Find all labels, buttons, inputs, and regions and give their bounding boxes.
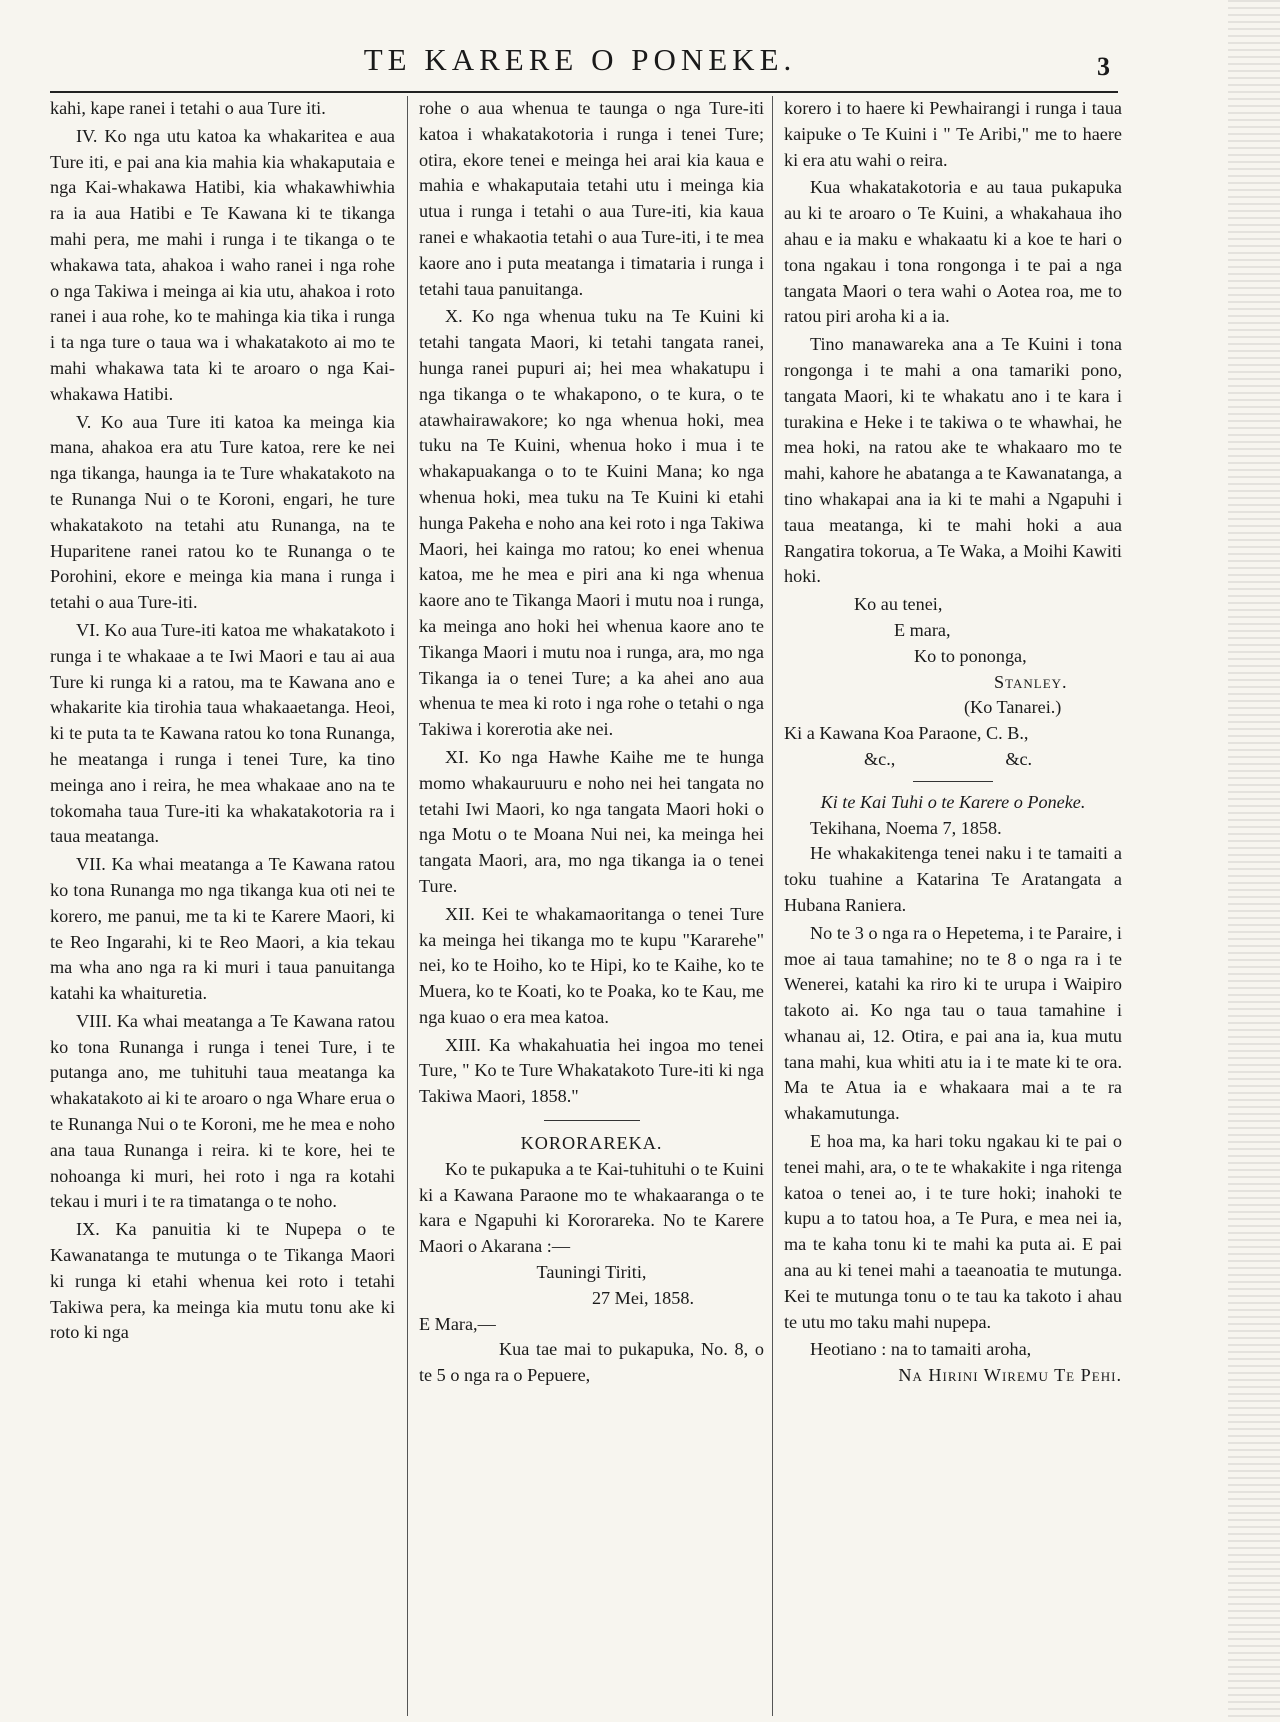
paragraph: XI. Ko nga Hawhe Kaihe me te hunga momo whakauruuru e noho nei hei tangata no tetahi Iwi Maori, ko nga tangata Maori hoki o nga Motu o te Moana Nui nei, ka meinga hei tangata Maori, ara, mo nga tikanga ia o tenei Ture. (419, 746, 764, 896)
signoff-name: Stanley. (994, 671, 1068, 692)
paragraph: V. Ko aua Ture iti katoa ka meinga kia mana, ahakoa era atu Ture katoa, rere ke nei nga tikanga, haunga ia te Ture whakatakoto na te Runanga Nui o te Koroni, engari, he ture whakatakoto na tetahi atu Runanga, na te Huparitene ranei ratou ko te Runanga o te Porohini, ekore e meinga kia mana i runga i tetahi o aua Ture-iti. (50, 411, 395, 613)
signoff-addressee: Ki a Kawana Koa Paraone, C. B., (784, 723, 1029, 744)
letter-salutation: E Mara,— (419, 1313, 496, 1334)
page-number: 3 (1097, 52, 1110, 81)
signoff-etc (784, 747, 1122, 773)
letter-heading: KORORAREKA. (520, 1133, 663, 1154)
paragraph: Kua whakatakotoria e au taua pukapuka au ki te aroaro o Te Kuini, a whakahaua iho ahau e ia maku e whakaatu ki a koe te hari o tona ngakau i tona rongonga i te pai a nga tangata Maori o tera wahi o Aotea roa, me to ratou piri aroha ki a ia. (784, 177, 1122, 327)
letter-date: Tekihana, Noema 7, 1858. (810, 817, 1002, 838)
column-3 (784, 96, 1122, 1389)
paragraph: IV. Ko nga utu katoa ka whakaritea e aua Ture iti, e pai ana kia mahia kia whakaputaia e nga Kai-whakawa Hatibi, kia whakawhiwhia ra ia aua Hatibi e Te Kawana ki te tikanga mahi pera, me mahi i runga i te tikanga o te whakawa tata, ahakoa i waho ranei i nga rohe o nga Takiwa i meinga ai kia utu, ahakoa i roto ranei i aua rohe, ko te mahinga kia tika i runga i ta nga ture o taua wa i whakatakoto ai mo te mahi whakawa tata ki te aroaro o nga Kai-whakawa Hatibi. (50, 125, 395, 404)
paragraph: He whakakitenga tenei naku i te tamaiti a toku tuahine a Katarina Te Aratangata a Hubana Raniera. (784, 843, 1122, 915)
signoff-line: Ko to pononga, (914, 645, 1027, 666)
signoff-line: E mara, (894, 619, 951, 640)
column-1 (50, 96, 395, 1348)
letter-heading: Ki te Kai Tuhi o te Karere o Poneke. (820, 791, 1086, 812)
letter-place: Tauningi Tiriti, (536, 1262, 647, 1283)
paragraph: kahi, kape ranei i tetahi o aua Ture iti. (50, 98, 326, 118)
masthead-title: TE KARERE O PONEKE. (363, 42, 797, 77)
letter-date: 27 Mei, 1858. (591, 1287, 694, 1308)
section-separator (544, 1120, 640, 1121)
letter-intro: Ko te pukapuka a te Kai-tuhituhi o te Kuini ki a Kawana Paraone mo te whakaaranga o te kara e Ngapuhi ki Kororareka. No te Karere Maori o Akarana :— (419, 1158, 764, 1257)
letter-signature: Na Hirini Wiremu Te Pehi. (898, 1365, 1122, 1386)
signoff-alias: (Ko Tanarei.) (964, 697, 1062, 718)
masthead-rule (50, 91, 1118, 93)
paragraph: XIII. Ka whakahuatia hei ingoa mo tenei Ture, " Ko te Ture Whakatakoto Ture-iti ki nga Takiwa Maori, 1858." (419, 1034, 764, 1107)
etc-2: &c. (1005, 748, 1033, 769)
letter-body: Kua tae mai to pukapuka, No. 8, o te 5 o nga ra o Pepuere, (419, 1339, 764, 1386)
paragraph: Tino manawareka ana a Te Kuini i tona rongonga i te mahi a ona tamariki pono, tangata Maori, ki te whakatu ano i te kara i turakina e Heke i te takiwa o te whawhai, he mea hoki, na ratou ake te whakaaro mo te mahi, kahore he abatanga a te Kawanatanga, a tino whakapai ana ia ki te mahi a Ngapuhi i taua meatanga, ki te mahi hoki a aua Rangatira tokorua, a Te Waka, a Moihi Kawiti hoki. (784, 334, 1122, 587)
paragraph: VI. Ko aua Ture-iti katoa me whakatakoto i runga i te whakaae a te Iwi Maori e tau ai aua Ture ki runga ki a ratou, ma te Kawana ano e whakarite kia tirohia taua whakaaetanga. Heoi, ki te puta ta te Kawana ratou ko tona Runanga, he meatanga i runga i tenei Ture, ka tino meinga ano i reira, he mea whakaae ano na te tokomaha taua Ture-iti ka whakatakotoria ra i taua meatanga. (50, 619, 395, 847)
paragraph: IX. Ka panuitia ki te Nupepa o te Kawanatanga te mutunga o te Tikanga Maori ki runga ki etahi whenua kei roto i tetahi Takiwa pera, ka meinga kia mutu tonu ake ki roto ki nga (50, 1219, 395, 1343)
column-divider (407, 96, 408, 1716)
column-2 (419, 96, 764, 1389)
section-separator (913, 781, 993, 782)
column-divider (772, 96, 773, 1716)
page-edge (1228, 0, 1280, 1722)
paragraph: E hoa ma, ka hari toku ngakau ki te pai o tenei mahi, ara, o te te whakakite i nga ritenga katoa o tenei ao, i te ture hoki; inahoki te kupu a to tatou hoa, a Te Pura, e mea nei ia, ma te kaha tonu ki te mahi ka puta ai. E pai ana au ki tenei mahi a taeanoatia te mutunga. Kei te mutunga tonu o te tau ka takoto i ahau te utu mo taku mahi nupepa. (784, 1131, 1122, 1332)
paragraph: VIII. Ka whai meatanga a Te Kawana ratou ko tona Runanga i runga i tenei Ture, i te putanga ano, me tuhituhi taua meatanga ka whakatakoto ai ki te aroaro o nga Whare erua o te Runanga Nui o te Koroni, me he mea e noho ana taua Runanga i reira. ki te kore, hei te nohoanga ki muri, hei roto i nga ra kotahi tekau i muri i te ra timatanga o te noho. (50, 1010, 395, 1212)
etc-1: &c., (864, 748, 896, 769)
paragraph: korero i to haere ki Pewhairangi i runga i taua kaipuke o Te Kuini i " Te Aribi," me to haere ki era atu wahi o reira. (784, 98, 1122, 170)
letter-closing: Heotiano : na to tamaiti aroha, (810, 1339, 1032, 1360)
paragraph: rohe o aua whenua te taunga o nga Ture-iti katoa i whakatakotoria i runga i tenei Ture; otira, ekore tenei e meinga hei arai kia kaua e mahia e whakaputaia tetahi utu i meinga kia utua i runga i tetahi o aua Ture-iti, kia kaua ranei e whakaotia tetahi o aua Ture-iti, i te mea kaore ano i puta meatanga i timataria i runga i tetahi taua panuitanga. (419, 98, 764, 299)
paragraph: XII. Kei te whakamaoritanga o tenei Ture ka meinga hei tikanga mo te kupu "Kararehe" nei, ko te Hoiho, ko te Hipi, ko te Kaihe, ko te Muera, ko te Koati, ko te Poaka, ko te Kau, me nga kuao o era mea katoa. (419, 903, 764, 1027)
paragraph: X. Ko nga whenua tuku na Te Kuini ki tetahi tangata Maori, ki tetahi tangata ranei, hunga ranei pupuri ai; hei mea whakatupu i nga tikanga o te whakapono, o te kura, o te atawhairawakore; ko nga whenua hoki, mea tuku na Te Kuini, whenua hoko i mua i te whakapuakanga o to te Kuini Mana; ko nga whenua hoki, mea tuku na Te Kuini ki etahi hunga Pakeha e noho ana kei roto i nga Takiwa Maori, hei kainga mo ratou; ko enei whenua katoa, me he mea e piri ana ki nga whenua kaore ano te Tikanga Maori i mutu noa i runga, ka meinga ano hoki hei whenua kaore ano te Tikanga Maori i mutu noa i runga, ara, mo nga Tikanga ia o tenei Ture; a ka ahei ano aua whenua te mea ki roto i nga rohe o tetahi o nga Takiwa i korerotia ake nei. (419, 306, 764, 740)
paragraph: VII. Ka whai meatanga a Te Kawana ratou ko tona Runanga mo nga tikanga kua oti nei te korero, me panui, me ta ki te Karere Maori, ki te Reo Ingarahi, ki te Reo Maori, a kia tekau ma wha ano nga ra ki muri i taua panuitanga katahi ka whaituretia. (50, 854, 395, 1004)
signoff-line: Ko au tenei, (854, 594, 943, 615)
paragraph: No te 3 o nga ra o Hepetema, i te Paraire, i moe ai taua tamahine; no te 8 o nga ra i te Wenerei, katahi ka riro ki te urupa i Waipiro takoto ai. Ko nga tau o taua tamahine i whanau ai, 12. Otira, e pai ana ia, kua mutu tana mahi, kua whiti atu ia i te mate ki te ora. Ma te Atua ia e whakaara mai a te ra whakamutunga. (784, 922, 1122, 1124)
